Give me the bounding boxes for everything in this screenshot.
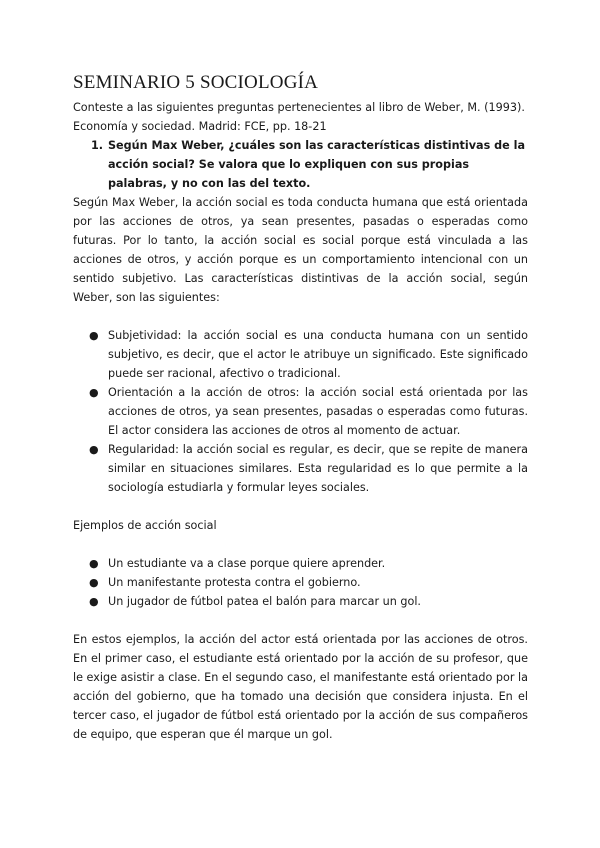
intro-paragraph: Según Max Weber, la acción social es toda conducta humana que está orientada por las acciones de otros, ya sean presentes, pasadas o esperadas como futuras. Por lo tanto, la acción social es social porque está vinculada a las acciones de otros, y acción porque es un comportamiento intencional con un sentido subjetivo. Las características distintivas de la acción social, según Weber, son las siguientes: bbox=[73, 196, 528, 304]
bullet-icon: ● bbox=[89, 386, 99, 399]
list-item bbox=[73, 554, 528, 573]
question-list bbox=[73, 136, 528, 193]
bullet-icon: ● bbox=[89, 576, 99, 589]
page-title: SEMINARIO 5 SOCIOLOGÍA bbox=[73, 72, 319, 93]
examples-heading: Ejemplos de acción social bbox=[73, 519, 217, 532]
bullet-icon: ● bbox=[89, 329, 99, 342]
list-item bbox=[73, 383, 528, 440]
question-item bbox=[73, 136, 528, 193]
list-item bbox=[73, 573, 528, 592]
bullet-icon: ● bbox=[89, 595, 99, 608]
list-item bbox=[73, 440, 528, 497]
bullet-icon: ● bbox=[89, 443, 99, 456]
characteristics-list bbox=[73, 326, 528, 497]
characteristic-text: Orientación a la acción de otros: la acción social está orientada por las acciones de otros, ya sean presentes, pasadas o esperadas como futuras. El actor considera las acciones de otros al momento de actuar. bbox=[108, 386, 528, 437]
assignment-instructions: Conteste a las siguientes preguntas pertenecientes al libro de Weber, M. (1993). Economía y sociedad. Madrid: FCE, pp. 18-21 bbox=[73, 101, 525, 133]
example-text: Un jugador de fútbol patea el balón para marcar un gol. bbox=[108, 595, 421, 608]
question-number: 1. bbox=[91, 139, 104, 152]
example-text: Un estudiante va a clase porque quiere aprender. bbox=[108, 557, 386, 570]
conclusion-paragraph: En estos ejemplos, la acción del actor está orientada por las acciones de otros. En el primer caso, el estudiante está orientado por la acción de su profesor, que le exige asistir a clase. En el segundo caso, el manifestante está orientado por la acción del gobierno, que ha tomado una decisión que considera injusta. En el tercer caso, el jugador de fútbol está orientado por la acción de sus compañeros de equipo, que esperan que él marque un gol. bbox=[73, 633, 528, 741]
example-text: Un manifestante protesta contra el gobierno. bbox=[108, 576, 361, 589]
list-item bbox=[73, 326, 528, 383]
bullet-icon: ● bbox=[89, 557, 99, 570]
document-page bbox=[73, 72, 528, 744]
list-item bbox=[73, 592, 528, 611]
question-text: Según Max Weber, ¿cuáles son las características distintivas de la acción social? Se valora que lo expliquen con sus propias palabras, y no con las del texto. bbox=[108, 139, 526, 190]
characteristic-text: Subjetividad: la acción social es una conducta humana con un sentido subjetivo, es decir, que el actor le atribuye un significado. Este significado puede ser racional, afectivo o tradicional. bbox=[108, 329, 528, 380]
characteristic-text: Regularidad: la acción social es regular, es decir, que se repite de manera similar en situaciones similares. Esta regularidad es lo que permite a la sociología estudiarla y formular leyes sociales. bbox=[108, 443, 528, 494]
examples-list bbox=[73, 554, 528, 611]
